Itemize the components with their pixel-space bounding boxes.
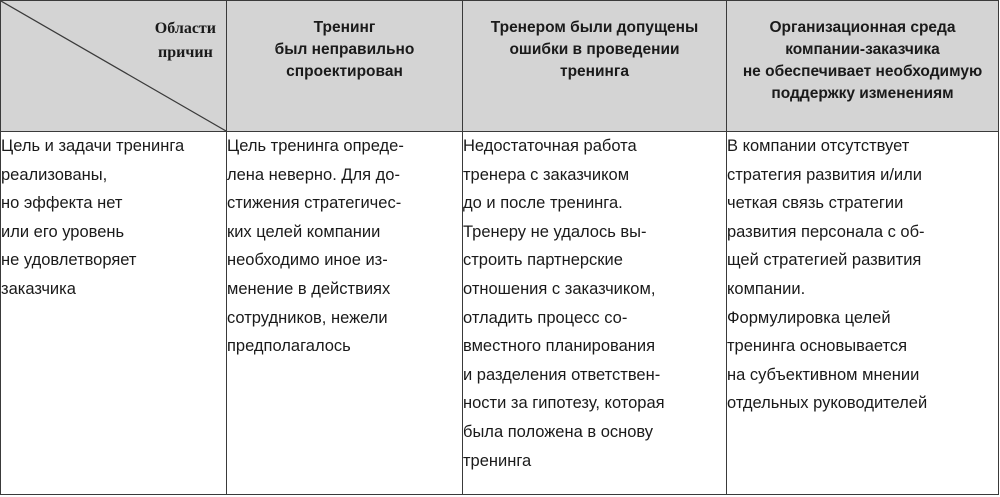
corner-label: Области причин	[154, 20, 216, 61]
column-header-environment	[727, 1, 999, 132]
column-header-design	[227, 1, 463, 132]
header-row	[1, 1, 999, 132]
corner-header-cell	[1, 1, 227, 132]
column-header-label: Тренером были допущены ошибки в проведении тренинга	[490, 19, 699, 80]
column-header-label: Тренинг был неправильно спроектирован	[274, 19, 415, 80]
cell-design: Цель тренинга опреде- лена неверно. Для до- стижения стратегичес- ких целей компании необходимо иное из- менение в действиях сотрудников, нежели предполагалось	[227, 132, 463, 495]
cell-trainer: Недостаточная работа тренера с заказчиком до и после тренинга. Тренеру не удалось вы- строить партнерские отношения с заказчиком, отладить процесс со- вместного планирования и разделения ответствен- ности за гипотезу, которая была положена в основу тренинга	[463, 132, 727, 495]
row-label-cell: Цель и задачи тренинга реализованы, но эффекта нет или его уровень не удовлетворяет заказчика	[1, 132, 227, 495]
column-header-trainer	[463, 1, 727, 132]
cell-environment: В компании отсутствует стратегия развития и/или четкая связь стратегии развития персонала с об- щей стратегией развития компании. Формулировка целей тренинга основывается на субъективном мнении отдельных руководителей	[727, 132, 999, 495]
column-header-label: Организационная среда компании-заказчика не обеспечивает необходимую поддержку изменениям	[742, 19, 983, 102]
table-row	[1, 132, 999, 495]
